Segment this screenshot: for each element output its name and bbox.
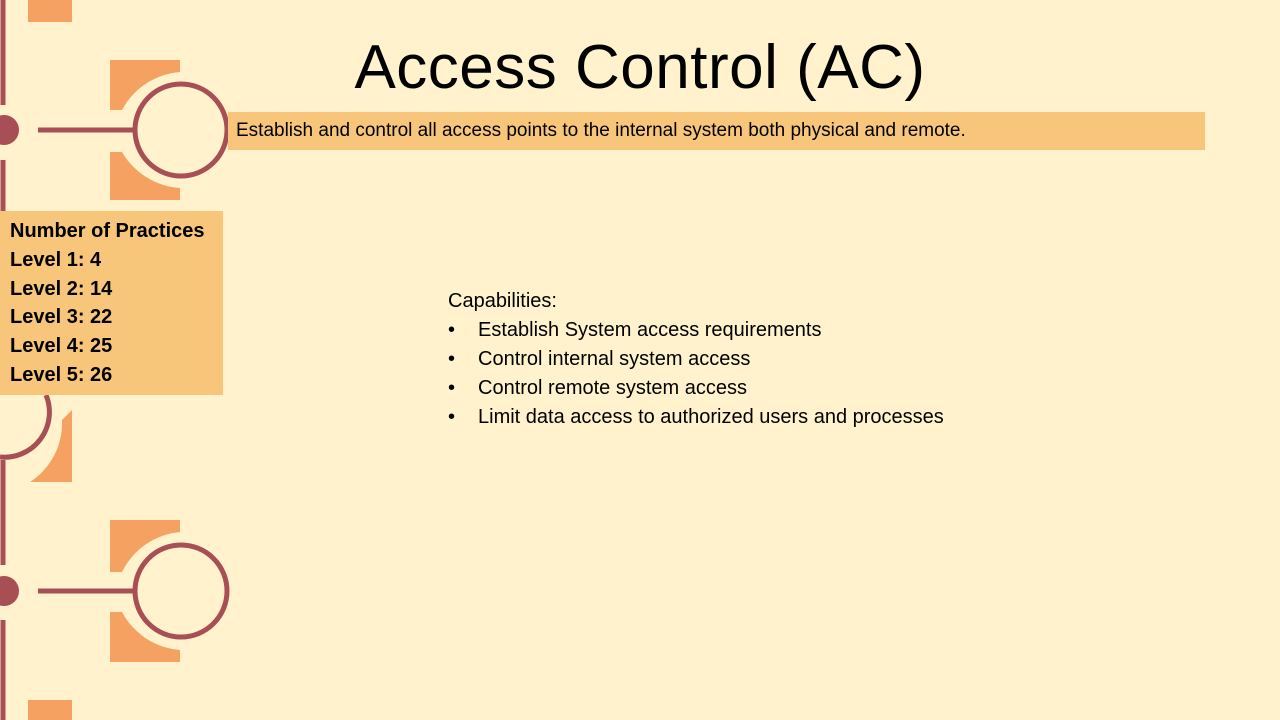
practices-heading: Number of Practices bbox=[10, 220, 205, 242]
capability-text: Control remote system access bbox=[478, 377, 747, 399]
circuit-node bbox=[0, 576, 19, 606]
circuit-ring bbox=[135, 545, 227, 637]
practice-level: Level 5: 26 bbox=[10, 363, 113, 386]
capabilities-block bbox=[448, 287, 944, 432]
bullet-icon: • bbox=[448, 377, 456, 399]
subtitle-band: Establish and control all access points to the internal system both physical and remote. bbox=[228, 112, 1205, 150]
practices-panel bbox=[0, 211, 223, 395]
practice-level: Level 4: 25 bbox=[10, 335, 113, 358]
capability-item bbox=[448, 403, 944, 432]
capability-item bbox=[448, 316, 944, 345]
orange-tab-shape bbox=[28, 0, 72, 22]
capability-text: Limit data access to authorized users and processes bbox=[478, 406, 944, 428]
capabilities-heading: Capabilities: bbox=[448, 290, 557, 312]
bullet-icon: • bbox=[448, 319, 456, 341]
bullet-icon: • bbox=[448, 348, 456, 370]
capability-text: Control internal system access bbox=[478, 348, 751, 370]
practice-level: Level 3: 22 bbox=[10, 306, 113, 329]
circuit-arc bbox=[0, 395, 49, 457]
orange-tab-shape bbox=[28, 700, 72, 720]
circuit-node bbox=[0, 115, 19, 145]
practice-level: Level 2: 14 bbox=[10, 277, 113, 300]
capabilities-list bbox=[448, 316, 944, 432]
practice-level: Level 1: 4 bbox=[10, 248, 102, 271]
capability-text: Establish System access requirements bbox=[478, 319, 822, 341]
slide-title: Access Control (AC) bbox=[354, 33, 926, 102]
capability-item bbox=[448, 345, 944, 374]
bullet-icon: • bbox=[448, 406, 456, 428]
capability-item bbox=[448, 374, 944, 403]
